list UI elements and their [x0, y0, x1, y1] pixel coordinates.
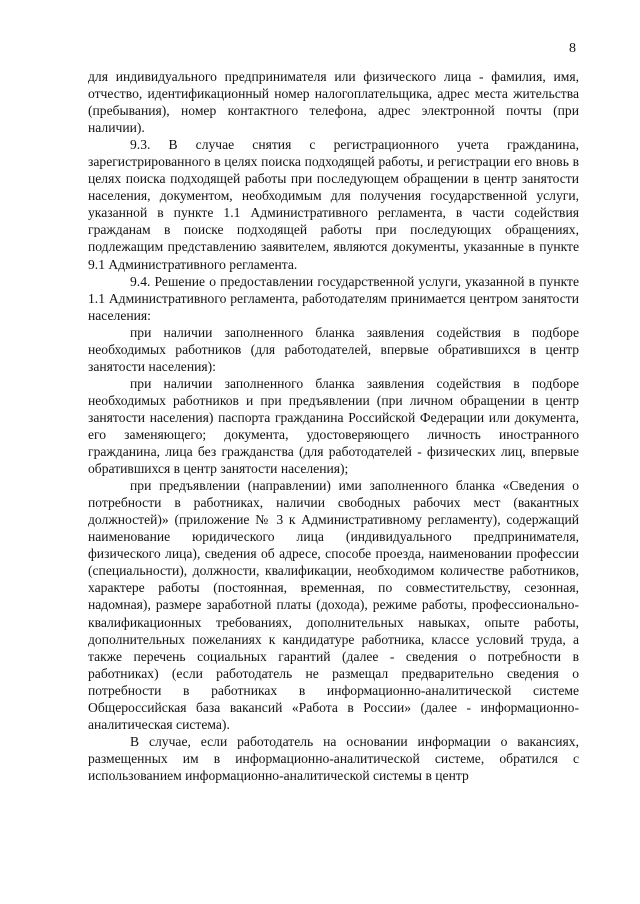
paragraph-condition-1: при наличии заполненного бланка заявления содействия в подборе необходимых работников (для работодателей, впервые обратившихся в центр занятости населения): — [88, 324, 579, 374]
page-number: 8 — [569, 41, 576, 56]
paragraph-9-3: 9.3. В случае снятия с регистрационного учета гражданина, зарегистрированного в целях поиска подходящей работы, и регистрации его вновь в целях поиска подходящей работы при последующем обращении в центр занятости населения, документом, необходимым для получения государственной услуги, указанной в пункте 1.1 Административного регламента, в части содействия гражданам в поиске подходящей работы при последующих обращениях, подлежащим представлению заявителем, являются документы, указанные в пункте 9.1 Административного регламента. — [88, 137, 579, 272]
document-body — [88, 68, 579, 784]
paragraph-continuation: для индивидуального предпринимателя или физического лица - фамилия, имя, отчество, идентификационный номер налогоплательщика, адрес места жительства (пребывания), номер контактного телефона, адрес электронной почты (при наличии). — [88, 69, 579, 136]
paragraph-condition-2: при наличии заполненного бланка заявления содействия в подборе необходимых работников и при предъявлении (при личном обращении в центр занятости населения) паспорта гражданина Российской Федерации или документа, его заменяющего; документа, удостоверяющего личность иностранного гражданина, лица без гражданства (для работодателей - физических лиц, впервые обратившихся в центр занятости населения); — [88, 375, 579, 477]
paragraph-condition-3: при предъявлении (направлении) ими заполненного бланка «Сведения о потребности в работниках, наличии свободных рабочих мест (вакантных должностей)» (приложение № 3 к Административному регламенту), содержащий наименование юридического лица (индивидуального предпринимателя, физического лица), сведения об адресе, способе проезда, наименовании профессии (специальности), должности, квалификации, необходимом количестве работников, характере работы (постоянная, временная, по совместительству, сезонная, надомная), размере заработной платы (дохода), режиме работы, профессионально-квалификационных требованиях, дополнительных навыках, опыте работы, дополнительных пожеланиях к кандидатуре работника, классе условий труда, а также перечень социальных гарантий (далее - сведения о потребности в работниках) (если работодатель не размещал предварительно сведения о потребности в работниках в информационно-аналитической системе Общероссийская база вакансий «Работа в России» (далее - информационно-аналитическая система). — [88, 478, 579, 732]
paragraph-employer-case: В случае, если работодатель на основании информации о вакансиях, размещенных им в информационно-аналитической системе, обратился с использованием информационно-аналитической системы в центр — [88, 733, 579, 783]
paragraph-9-4: 9.4. Решение о предоставлении государственной услуги, указанной в пункте 1.1 Административного регламента, работодателям принимается центром занятости населения: — [88, 273, 579, 323]
